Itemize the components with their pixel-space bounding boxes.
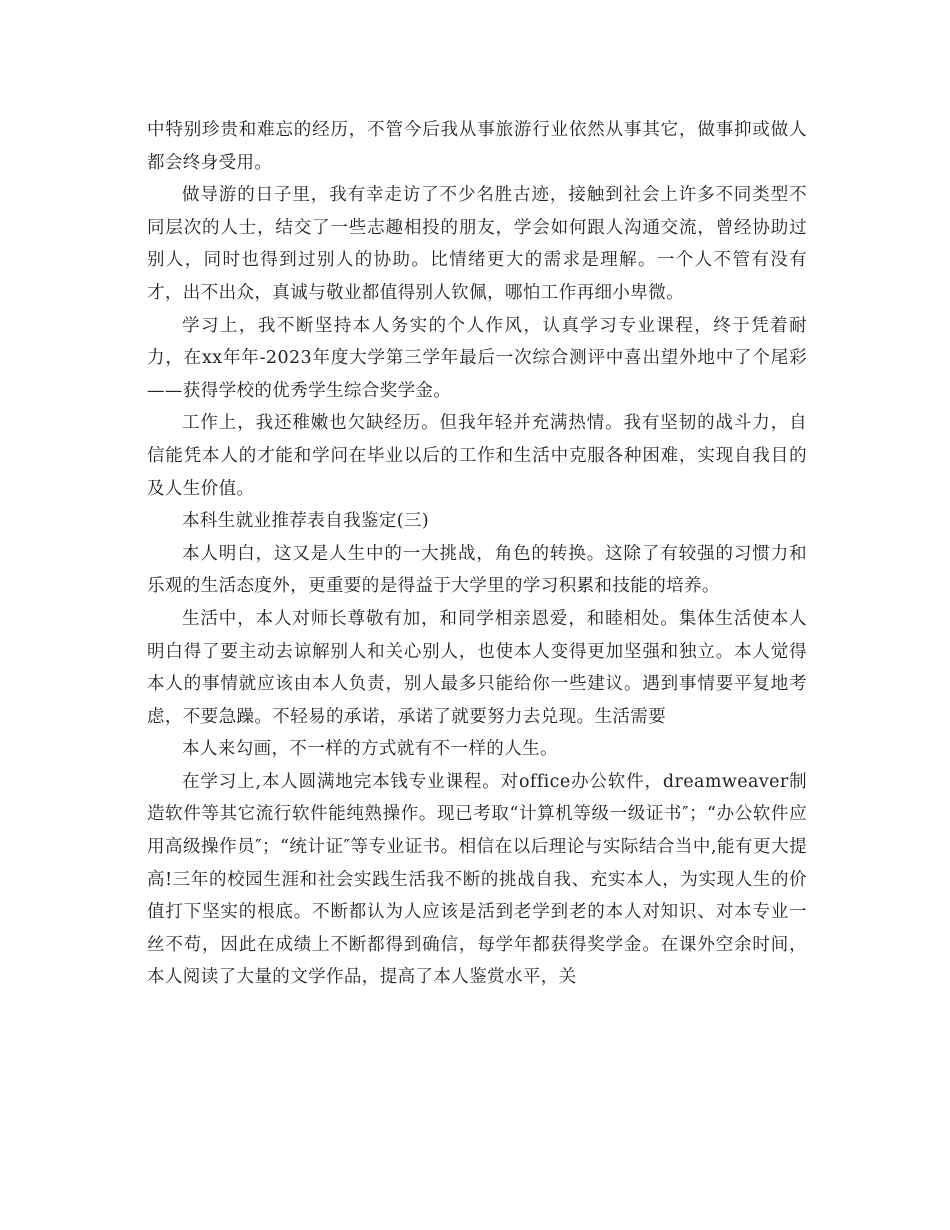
paragraph-5: 本人明白，这又是人生中的一大挑战，角色的转换。这除了有较强的习惯力和乐观的生活态度外，更重要的是得益于大学里的学习积累和技能的培养。 [147,543,807,597]
paragraph-8: 在学习上,本人圆满地完本钱专业课程。对office办公软件，dreamweaver制造软件等其它流行软件能纯熟操作。现已考取“计算机等级一级证书″；“办公软件应用高级操作员″；“统计证″等专业证书。相信在以后理论与实际结合当中,能有更大提高!三年的校园生涯和社会实践生活我不断的挑战自我、充实本人，为实现人生的价值打下坚实的根底。不断都认为人应该是活到老学到老的本人对知识、对本专业一丝不苟，因此在成绩上不断都得到确信，每学年都获得奖学金。在课外空余时间，本人阅读了大量的文学作品，提高了本人鉴赏水平，关 [147,771,807,988]
section-heading: 本科生就业推荐表自我鉴定(三) [182,511,430,532]
paragraph-7: 本人来勾画，不一样的方式就有不一样的人生。 [182,739,558,760]
paragraph-2: 做导游的日子里，我有幸走访了不少名胜古迹，接触到社会上许多不同类型不同层次的人士，结交了一些志趣相投的朋友，学会如何跟人沟通交流，曾经协助过别人，同时也得到过别人的协助。比情绪更大的需求是理解。一个人不管有没有才，出不出众，真诚与敬业都值得别人钦佩，哪怕工作再细小卑微。 [147,185,807,303]
paragraph-6: 生活中，本人对师长尊敬有加，和同学相亲恩爱，和睦相处。集体生活使本人明白得了要主动去谅解别人和关心别人，也使本人变得更加坚强和独立。本人觉得本人的事情就应该由本人负责，别人最多只能给你一些建议。遇到事情要平复地考虑，不要急躁。不轻易的承诺，承诺了就要努力去兑现。生活需要 [147,608,807,727]
paragraph-3: 学习上，我不断坚持本人务实的个人作风，认真学习专业课程，终于凭着耐力，在xx年年-2023年度大学第三学年最后一次综合测评中喜出望外地中了个尾彩——获得学校的优秀学生综合奖学金。 [147,315,807,401]
document-body [147,114,807,994]
paragraph-1: 中特别珍贵和难忘的经历，不管今后我从事旅游行业依然从事其它，做事抑或做人都会终身受用。 [147,120,807,173]
paragraph-4: 工作上，我还稚嫩也欠缺经历。但我年轻并充满热情。我有坚韧的战斗力，自信能凭本人的才能和学问在毕业以后的工作和生活中克服各种困难，实现自我目的及人生价值。 [147,413,807,499]
